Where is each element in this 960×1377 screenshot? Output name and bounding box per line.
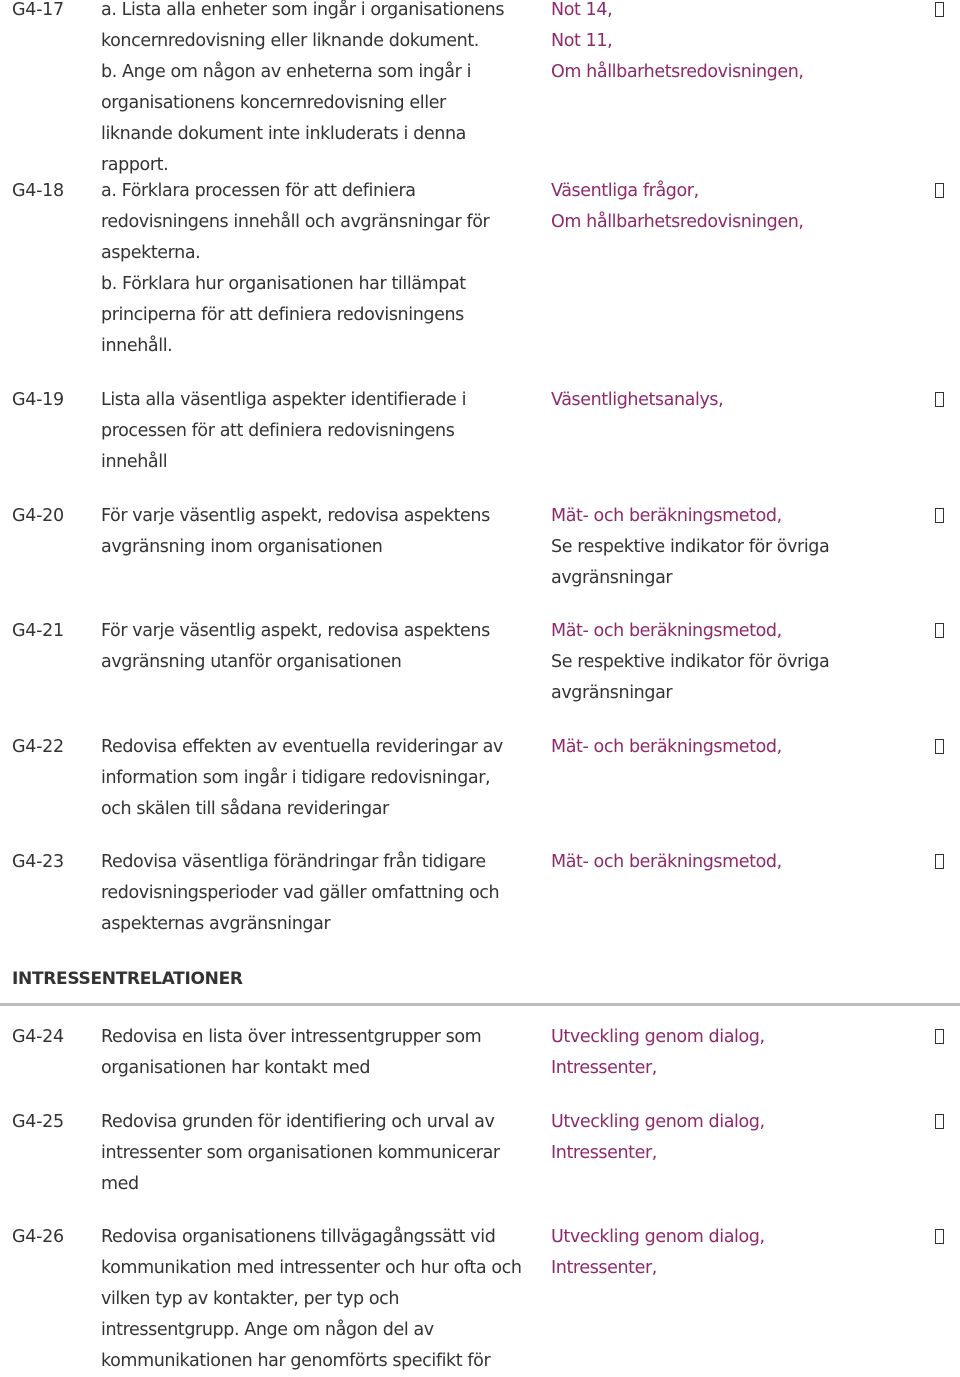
checkbox-icon: [935, 176, 947, 207]
gri-code: G4-19: [12, 390, 64, 410]
gri-code: G4-18: [12, 181, 64, 201]
disclosure-description: [101, 1222, 531, 1377]
section-title: INTRESSENTRELATIONER: [12, 969, 243, 989]
reference-link[interactable]: Mät- och beräkningsmetod,: [551, 621, 782, 641]
reference-link[interactable]: Utveckling genom dialog,: [551, 1027, 765, 1047]
checkbox-glyph: [935, 183, 944, 198]
gri-code: G4-26: [12, 1227, 64, 1247]
description-line: För varje väsentlig aspekt, redovisa aspektens: [101, 621, 490, 641]
reference-link[interactable]: Intressenter,: [551, 1258, 657, 1278]
description-line: kommunikation med intressenter och hur ofta och: [101, 1258, 522, 1278]
reference-link[interactable]: Mät- och beräkningsmetod,: [551, 506, 782, 526]
reference-link[interactable]: Mät- och beräkningsmetod,: [551, 737, 782, 757]
disclosure-description: [101, 732, 531, 825]
reference-list: [551, 385, 911, 416]
description-line: Lista alla väsentliga aspekter identifierade i: [101, 390, 467, 410]
checkbox-icon: [935, 385, 947, 416]
description-line: redovisningens innehåll och avgränsningar för: [101, 212, 490, 232]
reference-list: [551, 0, 911, 88]
disclosure-description: [101, 385, 531, 478]
disclosure-description: [101, 847, 531, 940]
reference-note: Se respektive indikator för övriga: [551, 652, 830, 672]
checkbox-icon: [935, 847, 947, 878]
description-line: b. Ange om någon av enheterna som ingår i: [101, 62, 472, 82]
description-line: processen för att definiera redovisningens: [101, 421, 455, 441]
checkbox-glyph: [935, 739, 944, 754]
gri-code: G4-20: [12, 506, 64, 526]
disclosure-description: [101, 616, 531, 678]
description-line: information som ingår i tidigare redovisningar,: [101, 768, 491, 788]
reference-list: [551, 1222, 911, 1284]
reference-link[interactable]: Utveckling genom dialog,: [551, 1112, 765, 1132]
description-line: innehåll.: [101, 336, 173, 356]
description-line: kommunikationen har genomförts specifikt för: [101, 1351, 491, 1371]
description-line: Redovisa grunden för identifiering och urval av: [101, 1112, 495, 1132]
disclosure-description: [101, 501, 531, 563]
section-divider: [0, 1003, 960, 1006]
reference-link[interactable]: Mät- och beräkningsmetod,: [551, 852, 782, 872]
description-line: Redovisa en lista över intressentgrupper som: [101, 1027, 482, 1047]
reference-list: [551, 176, 911, 238]
reference-list: [551, 847, 911, 878]
description-line: med: [101, 1174, 139, 1194]
description-line: koncernredovisning eller liknande dokument.: [101, 31, 479, 51]
gri-code: G4-23: [12, 852, 64, 872]
description-line: a. Förklara processen för att definiera: [101, 181, 416, 201]
checkbox-glyph: [935, 1229, 944, 1244]
reference-link[interactable]: Intressenter,: [551, 1143, 657, 1163]
description-line: intressentgrupp. Ange om någon del av: [101, 1320, 434, 1340]
checkbox-icon: [935, 732, 947, 763]
description-line: a. Lista alla enheter som ingår i organisationens: [101, 0, 505, 20]
reference-list: [551, 616, 911, 709]
checkbox-icon: [935, 1107, 947, 1138]
description-line: vilken typ av kontakter, per typ och: [101, 1289, 400, 1309]
description-line: liknande dokument inte inkluderats i denna: [101, 124, 466, 144]
checkbox-glyph: [935, 1029, 944, 1044]
checkbox-glyph: [935, 854, 944, 869]
checkbox-glyph: [935, 1114, 944, 1129]
reference-list: [551, 501, 911, 594]
reference-note: Se respektive indikator för övriga: [551, 537, 830, 557]
checkbox-icon: [935, 501, 947, 532]
description-line: intressenter som organisationen kommunicerar: [101, 1143, 500, 1163]
description-line: Redovisa väsentliga förändringar från tidigare: [101, 852, 486, 872]
reference-link[interactable]: Intressenter,: [551, 1058, 657, 1078]
checkbox-icon: [935, 1222, 947, 1253]
reference-link[interactable]: Not 14,: [551, 0, 613, 20]
reference-list: [551, 732, 911, 763]
reference-note: avgränsningar: [551, 568, 673, 588]
description-line: För varje väsentlig aspekt, redovisa aspektens: [101, 506, 490, 526]
gri-code: G4-21: [12, 621, 64, 641]
gri-code: G4-24: [12, 1027, 64, 1047]
description-line: avgränsning utanför organisationen: [101, 652, 402, 672]
description-line: organisationens koncernredovisning eller: [101, 93, 446, 113]
checkbox-icon: [935, 616, 947, 647]
description-line: rapport.: [101, 155, 169, 175]
reference-note: avgränsningar: [551, 683, 673, 703]
reference-link[interactable]: Not 11,: [551, 31, 613, 51]
checkbox-icon: [935, 0, 947, 26]
description-line: organisationen har kontakt med: [101, 1058, 371, 1078]
reference-list: [551, 1107, 911, 1169]
checkbox-glyph: [935, 392, 944, 407]
checkbox-icon: [935, 1022, 947, 1053]
description-line: och skälen till sådana revideringar: [101, 799, 389, 819]
description-line: innehåll: [101, 452, 168, 472]
description-line: redovisningsperioder vad gäller omfattning och: [101, 883, 500, 903]
reference-link[interactable]: Väsentlighetsanalys,: [551, 390, 724, 410]
disclosure-description: [101, 176, 531, 362]
reference-list: [551, 1022, 911, 1084]
description-line: principerna för att definiera redovisningens: [101, 305, 464, 325]
checkbox-glyph: [935, 623, 944, 638]
description-line: avgränsning inom organisationen: [101, 537, 383, 557]
reference-link[interactable]: Utveckling genom dialog,: [551, 1227, 765, 1247]
reference-link[interactable]: Om hållbarhetsredovisningen,: [551, 212, 804, 232]
disclosure-description: [101, 1022, 531, 1084]
reference-link[interactable]: Väsentliga frågor,: [551, 181, 699, 201]
description-line: aspekterna.: [101, 243, 201, 263]
description-line: b. Förklara hur organisationen har tillämpat: [101, 274, 466, 294]
disclosure-description: [101, 1107, 531, 1200]
description-line: Redovisa organisationens tillvägagångssätt vid: [101, 1227, 496, 1247]
disclosure-description: [101, 0, 531, 181]
gri-code: G4-22: [12, 737, 64, 757]
description-line: aspekternas avgränsningar: [101, 914, 331, 934]
checkbox-glyph: [935, 2, 944, 17]
description-line: Redovisa effekten av eventuella revideringar av: [101, 737, 503, 757]
reference-link[interactable]: Om hållbarhetsredovisningen,: [551, 62, 804, 82]
gri-code: G4-17: [12, 0, 64, 20]
gri-code: G4-25: [12, 1112, 64, 1132]
checkbox-glyph: [935, 508, 944, 523]
